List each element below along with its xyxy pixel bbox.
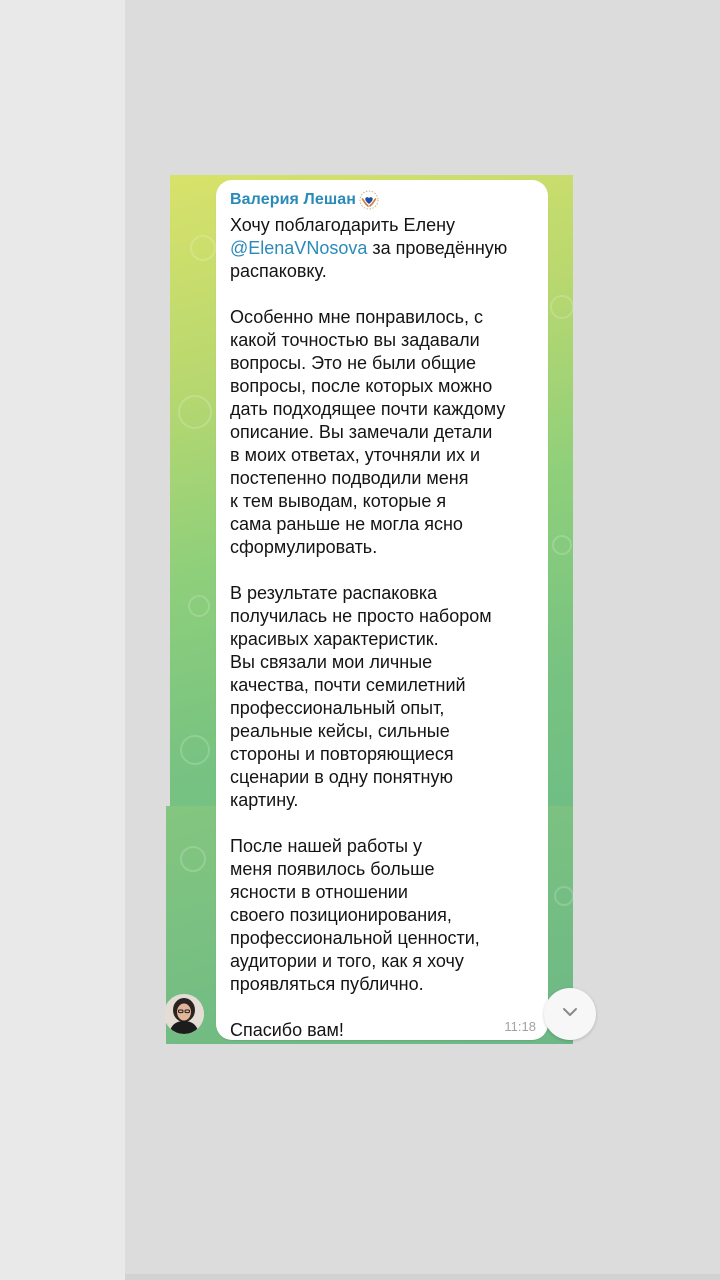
doodle-circle <box>554 886 573 906</box>
scroll-down-button[interactable] <box>544 988 596 1040</box>
doodle-circle <box>180 846 206 872</box>
intro-text-after-mention: за проведённую распаковку. <box>230 238 508 281</box>
heart-hands-badge-icon <box>359 190 379 210</box>
sender-name-text: Валерия Лешан <box>230 191 357 208</box>
sender-name[interactable] <box>230 190 379 210</box>
doodle-circle <box>550 295 573 319</box>
message-bubble[interactable] <box>216 180 548 1040</box>
background-left <box>0 0 125 1280</box>
message-paragraph: Особенно мне понравилось, с какой точностью вы задавали вопросы. Это не были общие вопросы, после которых можно дать подходящее почти каждому описание. Вы замечали детали в моих ответах, уточняли их и постепенно подводили меня к тем выводам, которые я сама раньше не могла ясно сформулировать. <box>230 307 506 557</box>
doodle-circle <box>188 595 210 617</box>
chevron-down-icon <box>559 1001 581 1028</box>
message-paragraph-intro <box>230 214 542 283</box>
doodle-circle <box>190 235 216 261</box>
mention-link[interactable]: @ElenaVNosova <box>230 238 368 258</box>
bottom-strip <box>125 1274 720 1280</box>
doodle-circle <box>180 735 210 765</box>
doodle-circle <box>552 535 572 555</box>
avatar[interactable] <box>164 994 204 1034</box>
message-paragraph: После нашей работы у меня появилось больше ясности в отношении своего позиционирования, профессиональной ценности, аудитории и того, как я хочу проявляться публично. <box>230 836 480 994</box>
intro-text: Хочу поблагодарить Елену <box>230 215 456 235</box>
message-paragraph: Спасибо вам! <box>230 1020 344 1040</box>
message-paragraph: В результате распаковка получилась не просто набором красивых характеристик. Вы связали мои личные качества, почти семилетний профессиональный опыт, реальные кейсы, сильные стороны и повторяющиеся сценарии в одну понятную картину. <box>230 583 492 810</box>
message-text <box>230 214 542 1042</box>
message-timestamp: 11:18 <box>504 1019 536 1034</box>
avatar-picture <box>164 994 204 1034</box>
doodle-circle <box>178 395 212 429</box>
